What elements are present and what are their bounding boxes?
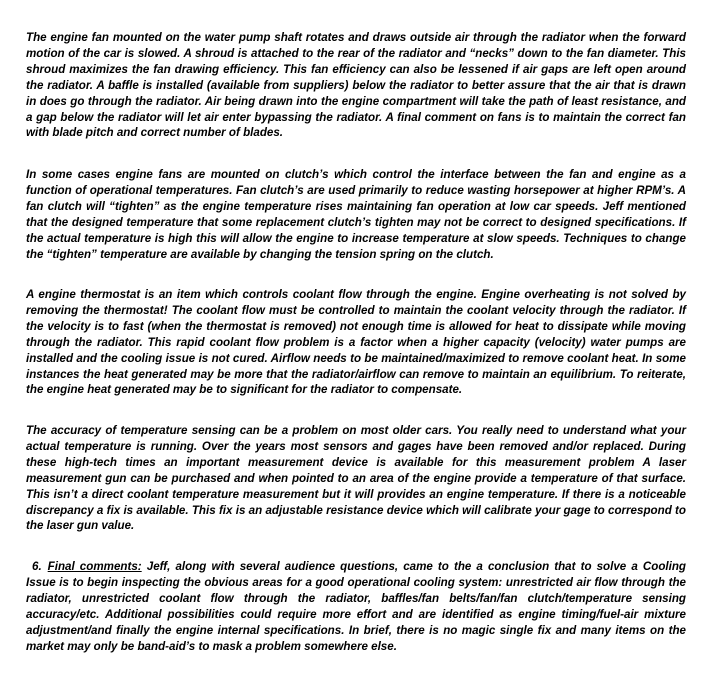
paragraph-thermostat: A engine thermostat is an item which controls coolant flow through the engine. Engine overheating is not solved by removing the thermostat! The coolant flow must be controlled to maintain the coolant velocity through the radiator. If the velocity is to fast (when the thermostat is removed) not enough time is allowed for heat to dissipate while moving through the radiator. This rapid coolant flow problem is a factor when a higher capacity (velocity) water pumps are installed and the cooling issue is not cured. Airflow needs to be maintained/maximized to remove coolant heat. In some instances the heat generated may be more that the radiator/airflow can remove to maintain an equilibrium. To reiterate, the engine heat generated may be to significant for the radiator to compensate. — [26, 288, 686, 397]
paragraph-temperature-sensing: The accuracy of temperature sensing can be a problem on most older cars. You really need to understand what your actual temperature is running. Over the years most sensors and gages have been removed and/or replaced. During these high-tech times an important measurement device is available for this measurement problem A laser measurement gun can be purchased and when pointed to an area of the engine provide a temperature of that surface. This isn’t a direct coolant temperature measurement but it will provides an engine temperature. If there is a noticeable discrepancy a fix is available. This fix is an adjustable resistance device which will calibrate your gage to correspond to the laser gun value. — [26, 424, 686, 533]
paragraph-final-comments — [26, 559, 686, 654]
paragraph-engine-fan: The engine fan mounted on the water pump shaft rotates and draws outside air through the radiator when the forward motion of the car is slowed. A shroud is attached to the rear of the radiator and “necks” down to the fan diameter. This shroud maximizes the fan drawing efficiency. This fan efficiency can also be lessened if air gaps are left open around the radiator. A baffle is installed (available from suppliers) below the radiator to better assure that the air that is drawn in does go through the radiator. Air being drawn into the engine compartment will take the path of least resistance, and a gap below the radiator will let air enter bypassing the radiator. A final comment on fans is to maintain the correct fan with blade pitch and correct number of blades. — [26, 31, 686, 140]
final-comments-text: Jeff, along with several audience questions, came to the a conclusion that to solve a Cooling Issue is to begin inspecting the obvious areas for a good operational cooling system: unrestricted air flow through the radiator, unrestricted coolant flow through the radiator, baffles/fan belts/fan/fan clutch/temperature sensing accuracy/etc. Additional possibilities could require more effort and are identified as engine timing/fuel-air mixture adjustment/and finally the engine internal specifications. In brief, there is no magic single fix and many items on the market may only be band-aid’s to mask a problem somewhere else. — [26, 560, 687, 653]
item-number: 6. — [32, 560, 42, 573]
final-comments-heading: Final comments: — [47, 560, 142, 573]
paragraph-fan-clutch: In some cases engine fans are mounted on clutch’s which control the interface between the fan and engine as a function of operational temperatures. Fan clutch’s are used primarily to reduce wasting horsepower at higher RPM’s. A fan clutch will “tighten” as the engine temperature rises maintaining fan operation at low car speeds. Jeff mentioned that the designed temperature that some replacement clutch’s tighten may not be correct to designed specifications. If the actual temperature is high this will allow the engine to increase temperature at slow speeds. Techniques to change the “tighten” temperature are available by changing the tension spring on the clutch. — [26, 168, 686, 261]
